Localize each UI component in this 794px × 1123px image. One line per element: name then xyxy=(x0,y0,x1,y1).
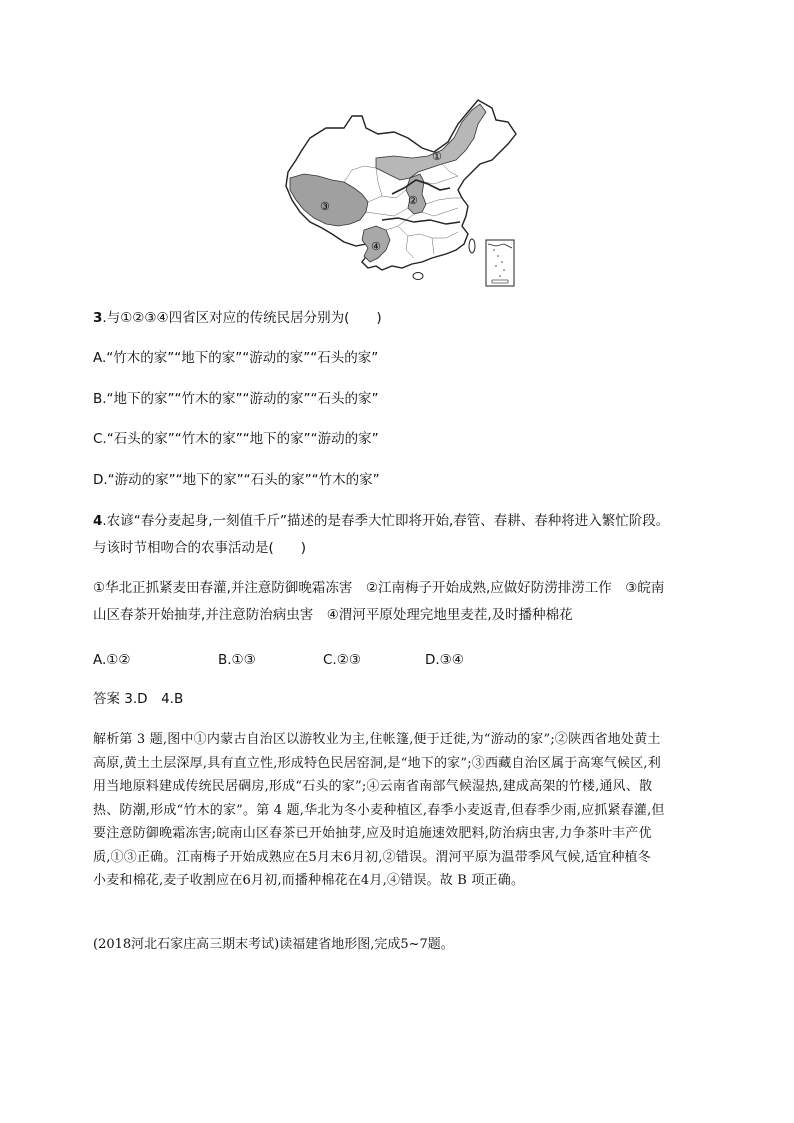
explanation-line: 小麦和棉花,麦子收割应在6月初,而播种棉花在4月,④错误。故 B 项正确。 xyxy=(93,873,525,888)
inset-scale-bar xyxy=(492,280,508,283)
marker-3: ③ xyxy=(320,200,330,213)
question-4-stem-line2: 与该时节相吻合的农事活动是( ) xyxy=(93,540,307,556)
marker-2: ② xyxy=(408,194,418,207)
explanation-line: 质,①③正确。江南梅子开始成熟应在5月末6月初,②错误。渭河平原为温带季风气候,适宜种植冬 xyxy=(93,849,651,865)
question-4-items-line1: ①华北正抓紧麦田春灌,并注意防御晚霜冻害 ②江南梅子开始成熟,应做好防涝排涝工作 ③皖南 xyxy=(93,580,665,596)
question-4-stem-line1 xyxy=(93,511,669,531)
marker-1: ① xyxy=(432,150,442,163)
question-4-option-a: A.①② xyxy=(93,652,131,668)
explanation-line: 用当地原料建成传统民居碉房,形成“石头的家”;④云南省南部气候湿热,建成高架的竹楼,通风、散 xyxy=(93,779,653,794)
question-4-text-1: .农谚“春分麦起身,一刻值千斤”描述的是春季大忙即将开始,春管、春耕、春种将进入繁忙阶段。 xyxy=(102,513,670,529)
explanation-line: 要注意防御晚霜冻害;皖南山区春茶已开始抽芽,应及时追施速效肥料,防治病虫害,力争茶叶丰产优 xyxy=(93,826,652,841)
question-3-option-b: B.“地下的家”“竹木的家”“游动的家”“石头的家” xyxy=(93,391,379,407)
explanation-line: 高原,黄土土层深厚,具有直立性,形成特色民居窑洞,是“地下的家”;③西藏自治区属于高寒气候区,利 xyxy=(93,755,661,771)
hainan-island xyxy=(413,273,423,280)
next-question-source: (2018河北石家庄高三期末考试)读福建省地形图,完成5~7题。 xyxy=(93,937,454,952)
question-3-option-d: D.“游动的家”“地下的家”“石头的家”“竹木的家” xyxy=(93,472,380,488)
question-4-option-d: D.③④ xyxy=(425,652,464,668)
question-3-stem xyxy=(93,308,382,328)
answer-line: 答案 3.D 4.B xyxy=(93,691,184,707)
marker-4: ④ xyxy=(371,240,381,253)
explanation-line: 热、防潮,形成“竹木的家”。第 4 题,华北为冬小麦种植区,春季小麦返青,但春季少雨,应抓紧春灌,但 xyxy=(93,802,665,818)
china-map xyxy=(282,98,522,290)
question-4-number: 4 xyxy=(93,513,103,529)
question-3-option-a: A.“竹木的家”“地下的家”“游动的家”“石头的家” xyxy=(93,350,379,366)
question-3-text: .与①②③④四省区对应的传统民居分别为( ) xyxy=(102,310,382,326)
explanation-line: 解析第 3 题,图中①内蒙古自治区以游牧业为主,住帐篷,便于迁徙,为“游动的家”;②陕西省地处黄土 xyxy=(93,732,661,747)
question-3-number: 3 xyxy=(93,310,103,326)
question-4-items-line2: 山区春茶开始抽芽,并注意防治病虫害 ④渭河平原处理完地里麦茬,及时播种棉花 xyxy=(93,607,573,623)
question-4-option-b: B.①③ xyxy=(218,652,256,668)
question-4-option-c: C.②③ xyxy=(323,652,361,668)
explanation xyxy=(93,728,703,893)
question-3-option-c: C.“石头的家”“竹木的家”“地下的家”“游动的家” xyxy=(93,431,379,447)
taiwan-island xyxy=(469,239,475,253)
